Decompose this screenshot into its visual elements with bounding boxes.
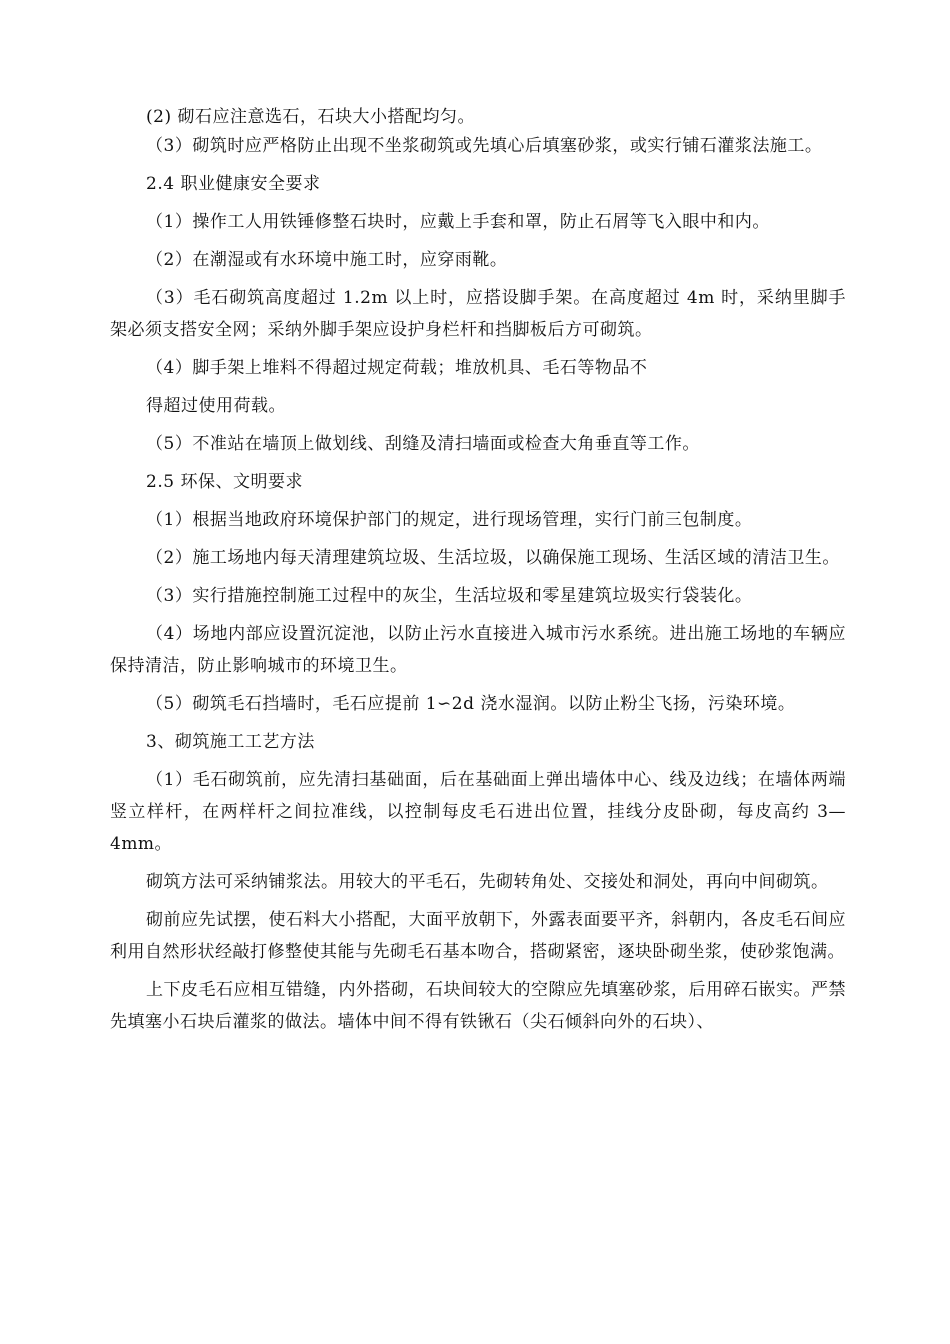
paragraph-masonry-grouting: （3）砌筑时应严格防止出现不坐浆砌筑或先填心后填塞砂浆，或实行铺石灌浆法施工。: [146, 136, 823, 156]
paragraph-scaffold-load: （4）脚手架上堆料不得超过规定荷载；堆放机具、毛石等物品不: [146, 358, 648, 378]
paragraph-site-management: （1）根据当地政府环境保护部门的规定，进行现场管理，实行门前三包制度。: [146, 510, 753, 530]
paragraph-safety-scaffold: （3）毛石砌筑高度超过 1.2m 以上时，应搭设脚手架。在高度超过 4m 时，采纳里脚手架必须支搭安全网；采纳外脚手架应设护身栏杆和挡脚板后方可砌筑。: [110, 288, 846, 340]
paragraph-sedimentation-tank: （4）场地内部应设置沉淀池，以防止污水直接进入城市污水系统。进出施工场地的车辆应保持清洁，防止影响城市的环境卫生。: [110, 624, 846, 676]
paragraph-stone-wetting: （5）砌筑毛石挡墙时，毛石应提前 1∽2d 浇水湿润。以防止粉尘飞扬，污染环境。: [146, 694, 796, 714]
paragraph-safety-gloves: （1）操作工人用铁锤修整石块时，应戴上手套和罩，防止石屑等飞入眼中和内。: [146, 212, 770, 232]
paragraph-trial-layout: 砌前应先试摆，使石料大小搭配，大面平放朝下，外露表面要平齐，斜朝内，各皮毛石间应利用自然形状经敲打修整使其能与先砌毛石基本吻合，搭砌紧密，逐块卧砌坐浆，使砂浆饱满。: [110, 910, 846, 962]
paragraph-scaffold-load-continued: 得超过使用荷载。: [146, 396, 286, 416]
paragraph-wall-top-work: （5）不准站在墙顶上做划线、刮缝及清扫墙面或检查大角垂直等工作。: [146, 434, 700, 454]
section-heading-health-safety: 2.4 职业健康安全要求: [146, 174, 321, 194]
paragraph-dust-control: （3）实行措施控制施工过程中的灰尘，生活垃圾和零星建筑垃圾实行袋装化。: [146, 586, 753, 606]
paragraph-mortar-method: 砌筑方法可采纳铺浆法。用较大的平毛石，先砌转角处、交接处和洞处，再向中间砌筑。: [146, 872, 829, 892]
paragraph-base-preparation: （1）毛石砌筑前，应先清扫基础面，后在基础面上弹出墙体中心、线及边线；在墙体两端竖立样杆，在两样杆之间拉准线，以控制每皮毛石进出位置，挂线分皮卧砌，每皮高约 3—4mm。: [110, 770, 846, 854]
paragraph-safety-boots: （2）在潮湿或有水环境中施工时，应穿雨靴。: [146, 250, 508, 270]
section-heading-construction-method: 3、砌筑施工工艺方法: [146, 732, 315, 752]
paragraph-staggered-joints: 上下皮毛石应相互错缝，内外搭砌，石块间较大的空隙应先填塞砂浆，后用碎石嵌实。严禁先填塞小石块后灌浆的做法。墙体中间不得有铁锹石（尖石倾斜向外的石块）、: [110, 980, 846, 1032]
document-page: [110, 104, 846, 1044]
paragraph-stone-selection: (2) 砌石应注意选石，石块大小搭配均匀。: [146, 107, 475, 127]
paragraph-waste-cleanup: （2）施工场地内每天清理建筑垃圾、生活垃圾，以确保施工现场、生活区域的清洁卫生。: [146, 548, 840, 568]
section-heading-environment: 2.5 环保、文明要求: [146, 472, 303, 492]
